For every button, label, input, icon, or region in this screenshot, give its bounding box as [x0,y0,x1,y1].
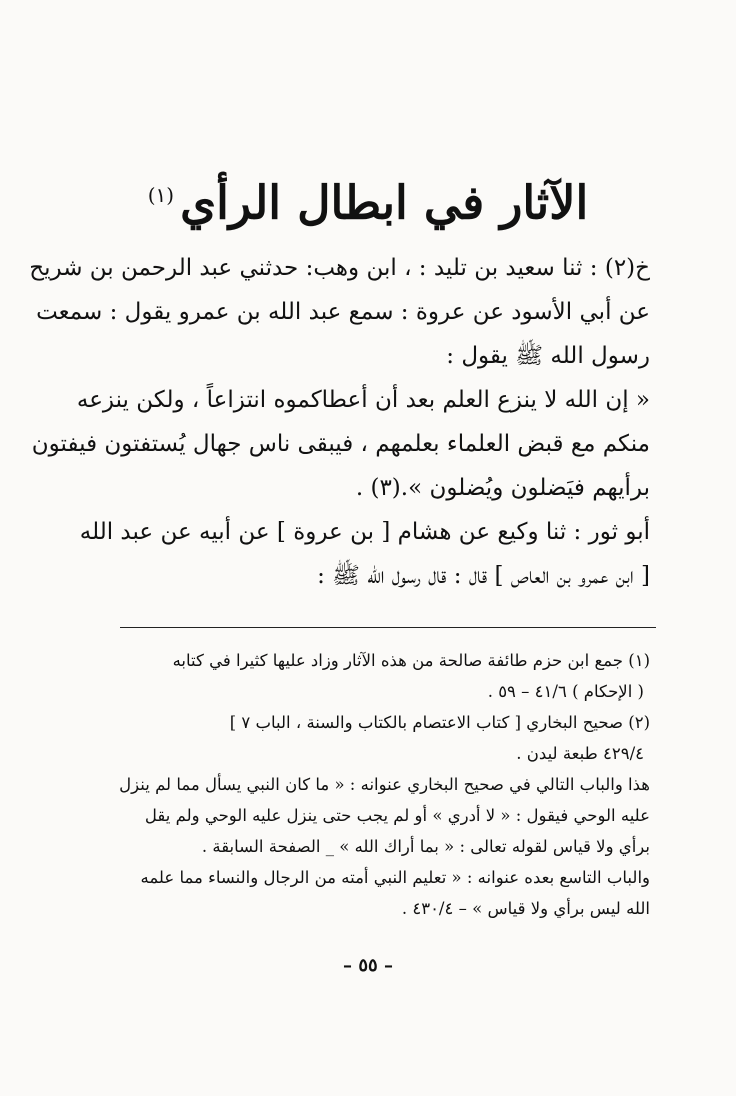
body-line-7: أبو ثور : ثنا وكيع عن هشام [ بن عروة ] عن أبيه عن عبد الله [79,519,650,545]
chapter-title-text: الآثار في ابطال الرأي [180,175,589,230]
body-line-3: رسول الله ﷺ يقول : [446,343,650,369]
footnote-line-4: ٤٢٩/٤ طبعة ليدن . [516,744,644,763]
footnote-line-9: الله ليس برأي ولا قياس » – ٤٣٠/٤ . [401,899,650,918]
body-line-4: « إن الله لا ينزع العلم بعد أن أعطاكموه انتزاعاً ، ولكن ينزعه [76,387,650,413]
chapter-title-block [0,165,736,232]
page-number: – ٥٥ – [343,955,393,976]
footnote-line-6: عليه الوحي فيقول : « لا أدري » أو لم يجب حتى ينزل عليه الوحي ولم يقل [144,806,650,825]
body-line-2: عن أبي الأسود عن عروة : سمع عبد الله بن عمرو يقول : سمعت [36,299,650,325]
footnote-line-2: ( الإحكام ) ٤١/٦ – ٥٩ . [487,682,644,701]
footnote-line-7: برأي ولا قياس لقوله تعالى : « بما أراك الله » _ الصفحة السابقة . [201,837,650,856]
footnote-line-1: (١) جمع ابن حزم طائفة صالحة من هذه الآثار وزاد عليها كثيرا في كتابه [172,651,650,670]
body-line-5: منكم مع قبض العلماء بعلمهم ، فيبقى ناس جهال يُستفتون فيفتون [31,431,650,457]
footnote-line-8: والباب التاسع بعده عنوانه : « تعليم النبي أمته من الرجال والنساء مما علمه [140,868,650,887]
chapter-title [148,165,589,232]
body-line-8: [ ابن عمرو بن العاص ] قال : قال رسول الله ﷺ : [317,563,650,589]
main-text [29,246,650,598]
title-footnote-marker: (١) [147,183,175,207]
body-line-6: برأيهم فيَضلون ويُضلون ».(٣) . [355,475,650,501]
footnote-line-3: (٢) صحيح البخاري [ كتاب الاعتصام بالكتاب والسنة ، الباب ٧ ] [229,713,650,732]
footnote-line-5: هذا والباب التالي في صحيح البخاري عنوانه : « ما كان النبي يسأل مما لم ينزل [119,775,650,794]
body-line-1: خ(٢) : ثنا سعيد بن تليد : ، ابن وهب: حدثني عبد الرحمن بن شريح [29,255,650,281]
footnotes [116,645,650,924]
footnote-divider [120,627,656,628]
